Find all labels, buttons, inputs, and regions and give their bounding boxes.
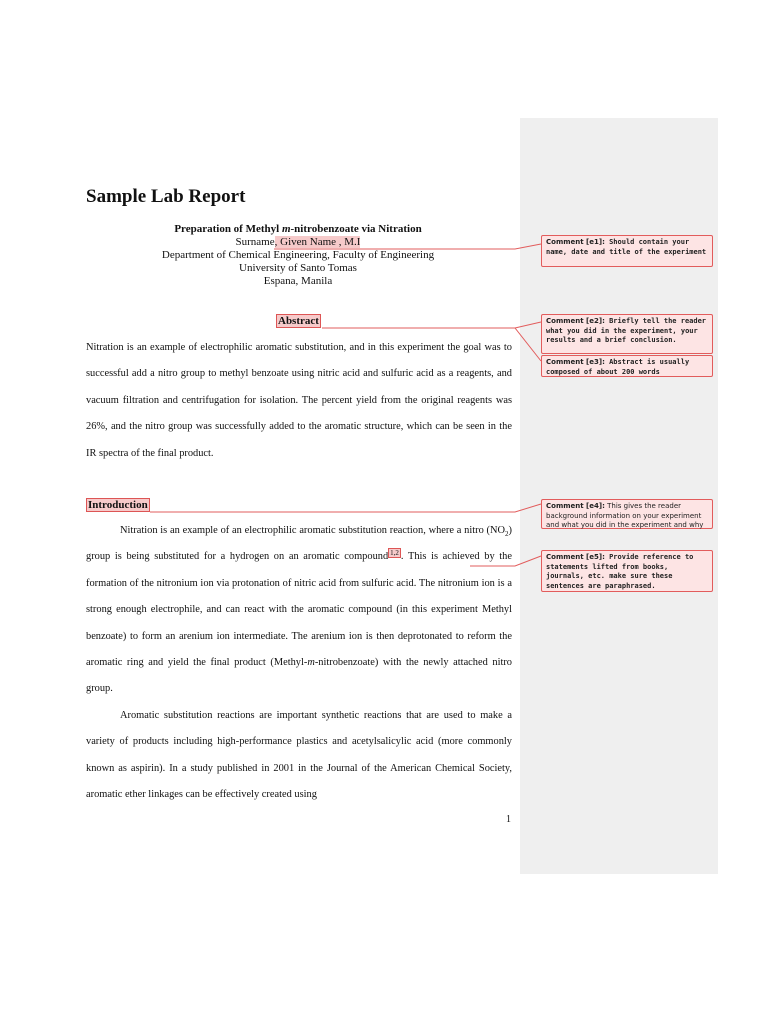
abstract-heading[interactable]: Abstract [278,315,319,327]
comment-e2[interactable]: Comment [e2]: Briefly tell the reader what you did in the experiment, your results and a brief conclusion. [541,314,713,354]
report-subtitle: Preparation of Methyl m-nitrobenzoate via Nitration [174,223,422,235]
connector-e4 [150,504,541,512]
introduction-heading[interactable]: Introduction [88,499,148,511]
author-highlight[interactable]: , Given Name , M.I [274,236,361,248]
title-block [86,223,510,288]
comment-e3[interactable]: Comment [e3]: Abstract is usually composed of about 200 words [541,355,713,377]
comment-e4[interactable]: Comment [e4]: This gives the reader background information on your experiment and what you did in the experiment and why [541,499,713,529]
comment-e5[interactable]: Comment [e5]: Provide reference to statements lifted from books, journals, etc. make sure these sentences are paraphrased. [541,550,713,592]
abstract-paragraph: Nitration is an example of electrophilic aromatic substitution, and in this experiment the goal was to successful add a nitro group to methyl benzoate using nitric acid and sulfuric acid as a reagents, and vacuum filtration and centrifugation for isolation. The percent yield from the original reagents was 26%, and the nitro group was successfully added to the aromatic structure, which can be seen in the IR spectra of the final product. [86,342,512,459]
reference-marker[interactable]: 1,2 [390,548,399,557]
affiliation-department: Department of Chemical Engineering, Faculty of Engineering [161,249,435,261]
introduction-paragraph-2: Aromatic substitution reactions are important synthetic reactions that are used to make a variety of products including high-performance plastics and acetylsalicylic acid (more commonly known as aspirin). In a study published in 2001 in the Journal of the American Chemical Society, aromatic ether linkages can be effectively created using [86,710,512,801]
comment-margin-pane [520,118,718,874]
affiliation-university: University of Santo Tomas [239,262,357,274]
introduction-paragraph-1: Nitration is an example of an electrophilic aromatic substitution reaction, where a nitro $(NO_2)$ group is being substituted for a hydrogen on an aromatic compound $^{1,2}$ . This is achieved by the formation of the nitronium ion via protonation of nitric acid from sulfuric acid. The nitronium ion is a strong enough electrophile, and can react with the aromatic compound (in this experiment Methyl benzoate) to form an arenium ion intermediate. The arenium ion is then deprotonated to reform the aromatic ring and yield the final product (Methyl-m-nitrobenzoate) with the newly attached nitro group. [86,525,512,695]
connector-e2 [322,322,541,328]
comment-e1[interactable]: Comment [e1]: Should contain your name, date and title of the experiment [541,235,713,267]
affiliation-location: Espana, Manila [263,275,333,287]
page-number: 1 [506,814,511,825]
author-line: Surname, Given Name , M.I [235,236,361,248]
document-title: Sample Lab Report [86,186,246,207]
